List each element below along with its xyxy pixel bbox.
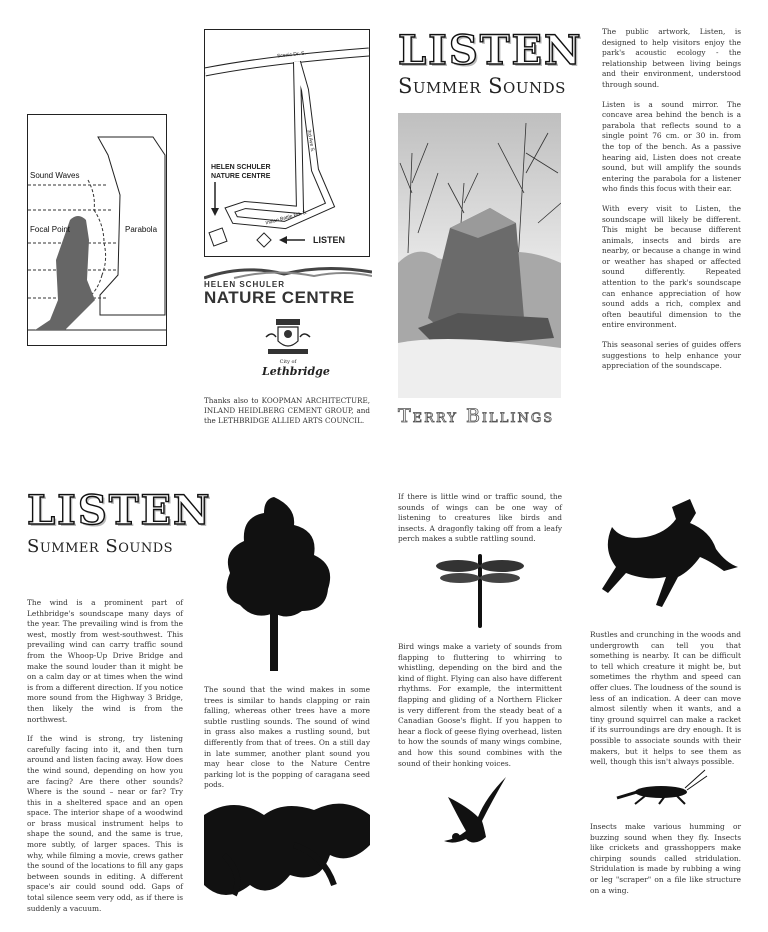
cover-title: LISTEN [398,27,583,74]
intro-paragraph-1: The public artwork, Listen, is designed to help visitors enjoy the park's acoustic ecology - the relationship between living beings and their environment, understood through sound. [602,27,741,89]
city-crest [262,315,330,387]
nature-logo-line-2: NATURE CENTRE [204,288,355,307]
map-centre-label-2: NATURE CENTRE [211,173,271,180]
insects-intro-text: If there is little wind or traffic sound, the sounds of wings can be one way of listening to creatures like birds and insects. A dragonfly taking off from a leafy perch makes a subtle rattling sound. [398,492,562,544]
city-prefix: City of [279,359,297,365]
scenic-street-label: Scenic Dr. S. [276,50,307,60]
nature-logo-line-1: HELEN SCHULER [204,280,286,289]
rustles-text: Rustles and crunching in the woods and undergrowth can tell you that something is nearby. It can be difficult to tell which creature it might be, but sometimes the rhythm and speed can offer clues. The loudness of the sound is less of an indication. A deer can move almost silently when it wants, and a tiny ground squirrel can make a racket if its surroundings are dry enough. It is possible to associate sounds with their makers, but it helps to see them as well, though this isn't always possible. [590,630,741,767]
focal-point-label: Focal Point [30,225,71,234]
inside-title: LISTEN [27,487,212,534]
trees-text: The sound that the wind makes in some trees is similar to hands clapping or rain falling, whereas other trees have a more subtle rustling sounds. The sound of wind in grass also makes a rustling sound, but differently from that of trees. On a still day in late summer, another plant sound you may hear close to the Nature Centre parking lot is the popping of caragana seed pods. [204,685,370,790]
location-map [204,29,370,257]
parabola-diagram [27,114,167,346]
nature-centre-logo [204,264,372,308]
bridge-street-label: Indian Battle Rd. S. [264,209,309,227]
wind-text [27,598,183,923]
intro-paragraph-2: Listen is a sound mirror. The concave area behind the bench is a parabola that reflects sound to a single point 76 cm. or 30 in. from the top of the bench. As a passive hearing aid, Listen does not create sound, but will amplify the sounds entering the parabola for a listener who finds this focus with their ear. [602,99,741,194]
wind-paragraph-2: If the wind is strong, try listening carefully facing into it, and then turn around and listen facing away. How does the wind sound, depending on how you are facing? Are there other sounds? Where is the sound – near or far? Try this in a sheltered space and an open space. The interior shape of a woodwind or brass musical instrument helps to shape the sound, and the same is true, more subtly, of larger spaces. This is why, while filming a movie, crews gather the sound of the locations to fill any gaps between sounds in editing. A different space's air could sound odd. Gaps of total silence seem very odd, as if there is suddenly a vacuum. [27,734,183,913]
sculpture-photo [398,113,561,398]
city-name: Lethbridge [262,365,330,378]
cover-subtitle: Summer Sounds [398,74,566,98]
artist-name: Terry Billings [398,405,555,427]
dragonfly-illustration [434,552,526,628]
deer-illustration [600,497,738,607]
leaves-illustration [204,795,370,899]
tree-illustration [214,495,334,671]
bird-illustration [436,775,510,857]
intro-paragraph-4: This seasonal series of guides offers suggestions to help enhance your appreciation of the soundscape. [602,340,741,371]
grasshopper-illustration [615,768,709,806]
thanks-text: Thanks also to KOOPMAN ARCHITECTURE, INLAND HEIDLBERG CEMENT GROUP, and the LETHBRIDGE ALLIED ARTS COUNCIL. [204,396,370,425]
avenue-street-label: 3rd Ave S. [305,129,316,153]
parabola-label: Parabola [125,225,158,234]
wind-paragraph-1: The wind is a prominent part of Lethbridge's soundscape many days of the year. The prevailing wind is from the west, mostly from west-southwest. This prevailing wind can carry traffic sound from the Whoop-Up Drive Bridge and make the sound louder than it might be on a calm day or at times when the wind is from a different direction. If you notice more sound from the Highway 3 Bridge, then likely the wind is from the northwest. [27,598,183,724]
insects-text: Insects make various humming or buzzing sound when they fly. Insects like crickets and grasshoppers make chirping sounds called stridulation. Stridulation is made by rubbing a wing or leg "scraper" on a file like structure on a wing. [590,822,741,895]
map-listen-label: LISTEN [313,235,346,245]
intro-paragraph-3: With every visit to Listen, the soundscape will likely be different. This might be because different animals, insects and birds are nearby, or because a change in wind or weather has shaped or affected sound differently. Repeated attention to the park's soundscape can enhance appreciation of how sound adds a rich, complex and often beautiful dimension to the entire environment. [602,203,741,330]
inside-subtitle: Summer Sounds [27,536,174,557]
birds-text: Bird wings make a variety of sounds from flapping to fluttering to whirring to whistling, depending on the bird and the kind of flight. Flying can also have different rhythms. For example, the intermittent flapping and gliding of a Northern Flicker is very different from the steady beat of a Canadian Goose's flight. If you happen to hear a flock of geese flying overhead, listen to how the sounds of many wings combine, and how this sound combines with the sound of their honking voices. [398,642,562,768]
sound-waves-label: Sound Waves [30,171,80,180]
map-centre-label-1: HELEN SCHULER [211,164,271,171]
intro-text [602,27,741,381]
